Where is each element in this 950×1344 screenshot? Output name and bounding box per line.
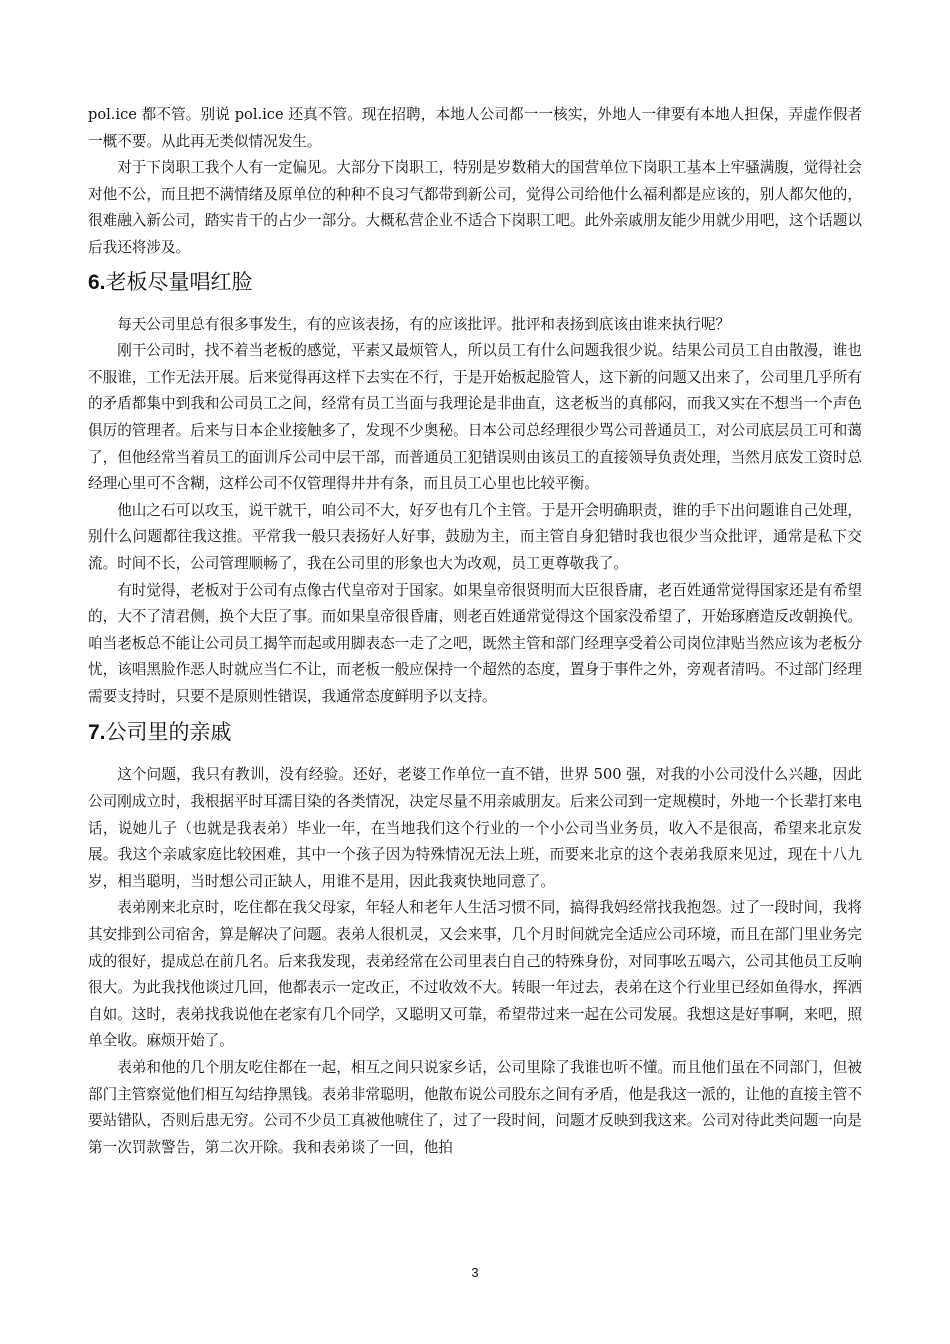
paragraph: 有时觉得，老板对于公司有点像古代皇帝对于国家。如果皇帝很贤明而大臣很昏庸，老百姓通常觉得国家还是有希望的，大不了清君侧，换个大臣了事。而如果皇帝很昏庸，则老百姓通常觉得这个国家没希望了，开始琢磨造反改朝换代。咱当老板总不能让公司员工揭竿而起或用脚表态一走了之吧，既然主管和部门经理享受着公司岗位津贴当然应该为老板分忧，该唱黑脸作恶人时就应当仁不让，而老板一般应保持一个超然的态度，置身于事件之外，旁观者清吗。不过部门经理需要支持时，只要不是原则性错误，我通常态度鲜明予以支持。 xyxy=(88,581,862,705)
section-heading-7 xyxy=(88,715,862,750)
paragraph: 对于下岗职工我个人有一定偏见。大部分下岗职工，特别是岁数稍大的国营单位下岗职工基本上牢骚满腹，觉得社会对他不公，而且把不满情绪及原单位的种种不良习气都带到新公司，觉得公司给他什么福利都是应该的，别人都欠他的，很难融入新公司，踏实肯干的占少一部分。大概私营企业不适合下岗职工吧。此外亲戚朋友能少用就少用吧，这个话题以后我还将涉及。 xyxy=(88,159,862,256)
document-body xyxy=(88,102,862,1161)
page-number: 3 xyxy=(471,1265,479,1280)
paragraph: 每天公司里总有很多事发生，有的应该表扬，有的应该批评。批评和表扬到底该由谁来执行呢？ xyxy=(117,315,731,333)
paragraph: 他山之石可以攻玉，说干就干，咱公司不大，好歹也有几个主管。于是开会明确职责，谁的手下出问题谁自己处理，别什么问题都往我这推。平常我一般只表扬好人好事，鼓励为主，而主管自身犯错时我也很少当众批评，通常是私下交流。时间不长，公司管理顺畅了，我在公司里的形象也大为改观，员工更尊敬我了。 xyxy=(88,501,862,572)
section-title: 公司里的亲戚 xyxy=(105,720,232,745)
paragraph: 表弟和他的几个朋友吃住都在一起，相互之间只说家乡话，公司里除了我谁也听不懂。而且他们虽在不同部门，但被部门主管察觉他们相互勾结挣黑钱。表弟非常聪明，他散布说公司股东之间有矛盾，他是我这一派的，让他的直接主管不要站错队，否则后患无穷。公司不少员工真被他唬住了，过了一段时间，问题才反映到我这来。公司对待此类问题一向是第一次罚款警告，第二次开除。我和表弟谈了一回，他拍 xyxy=(88,1059,862,1156)
paragraph: pol.ice 都不管。别说 pol.ice 还真不管。现在招聘，本地人公司都一一核实，外地人一律要有本地人担保，弄虚作假者一概不要。从此再无类似情况发生。 xyxy=(88,106,862,150)
paragraph: 刚干公司时，找不着当老板的感觉，平素又最烦管人，所以员工有什么问题我很少说。结果公司员工自由散漫，谁也不服谁，工作无法开展。后来觉得再这样下去实在不行，于是开始板起脸管人，这下新的问题又出来了，公司里几乎所有的矛盾都集中到我和公司员工之间，经常有员工当面与我理论是非曲直，这老板当的真郁闷，而我又实在不想当一个声色俱厉的管理者。后来与日本企业接触多了，发现不少奥秘。日本公司总经理很少骂公司普通员工，对公司底层员工可和蔼了，但他经常当着员工的面训斥公司中层干部，而普通员工犯错误则由该员工的直接领导负责处理，当然月底发工资时总经理心里可不含糊，这样公司不仅管理得井井有条，而且员工心里也比较平衡。 xyxy=(88,342,862,493)
paragraph: 表弟刚来北京时，吃住都在我父母家，年轻人和老年人生活习惯不同，搞得我妈经常找我抱怨。过了一段时间，我将其安排到公司宿舍，算是解决了问题。表弟人很机灵，又会来事，几个月时间就完全适应公司环境，而且在部门里业务完成的很好，提成总在前几名。后来我发现，表弟经常在公司里表白自己的特殊身份，对同事吆五喝六，公司其他员工反响很大。为此我找他谈过几回，他都表示一定改正，不过收效不大。转眼一年过去，表弟在这个行业里已经如鱼得水，挥洒自如。这时，表弟找我说他在老家有几个同学，又聪明又可靠，希望带过来一起在公司发展。我想这是好事啊，来吧，照单全收。麻烦开始了。 xyxy=(88,899,862,1050)
section-heading-6 xyxy=(88,265,862,300)
section-number: 6. xyxy=(88,270,106,294)
paragraph: 这个问题，我只有教训，没有经验。还好，老婆工作单位一直不错，世界 500 强，对我的小公司没什么兴趣，因此公司刚成立时，我根据平时耳濡目染的各类情况，决定尽量不用亲戚朋友。后来公司到一定规模时，外地一个长辈打来电话，说她儿子（也就是我表弟）毕业一年，在当地我们这个行业的一个小公司当业务员，收入不是很高，希望来北京发展。我这个亲戚家庭比较困难，其中一个孩子因为特殊情况无法上班，而要来北京的这个表弟我原来见过，现在十八九岁，相当聪明，当时想公司正缺人，用谁不是用，因此我爽快地同意了。 xyxy=(88,766,862,890)
section-number: 7. xyxy=(88,721,106,745)
section-title: 老板尽量唱红脸 xyxy=(105,269,253,294)
